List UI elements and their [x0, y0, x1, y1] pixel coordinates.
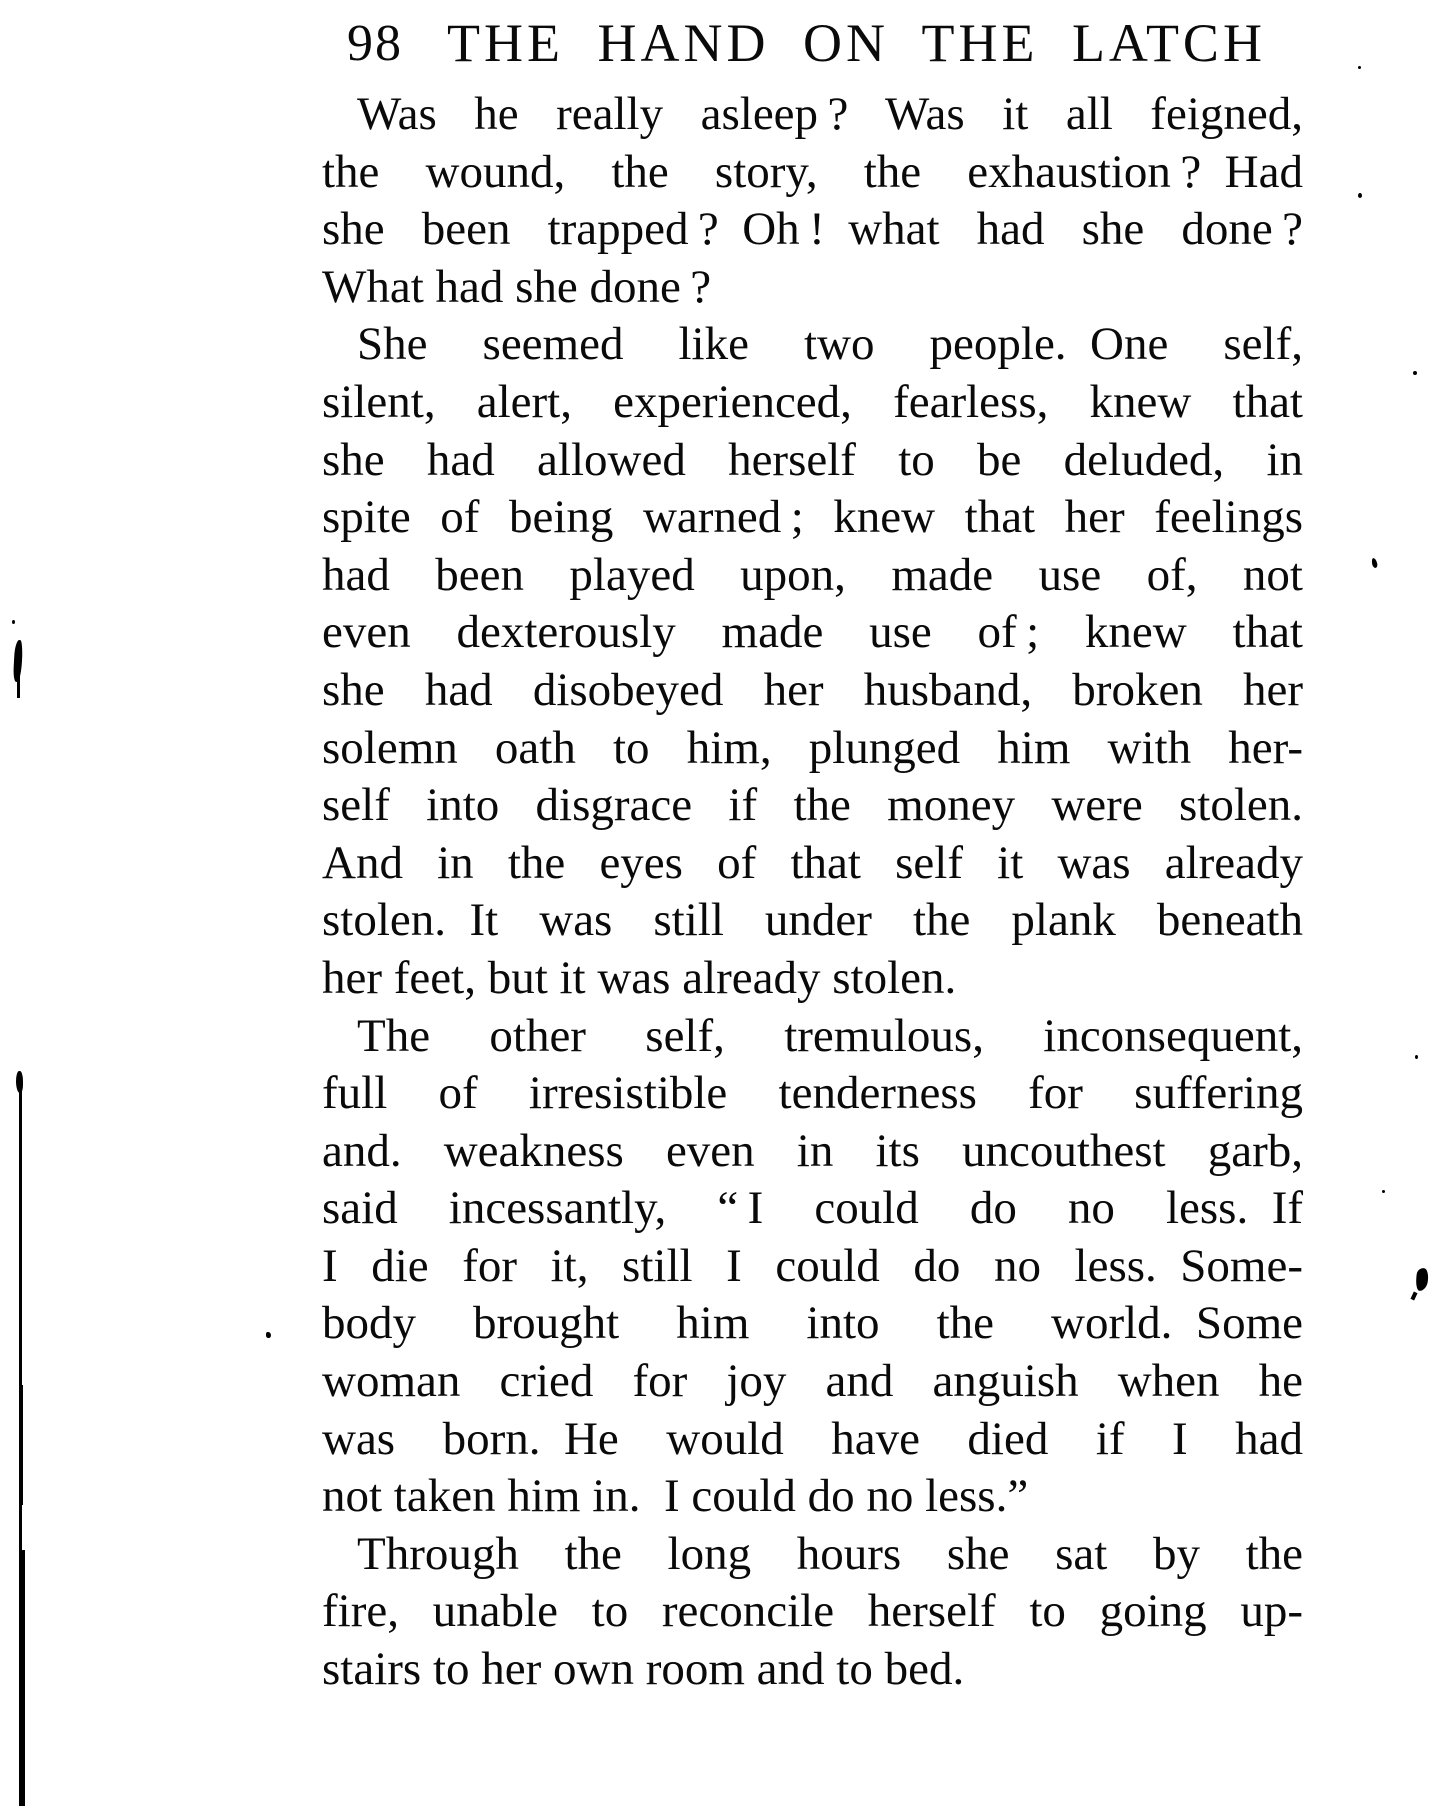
text-line: was born. He would have died if I had — [322, 1412, 1303, 1465]
speck-right-margin — [1413, 371, 1417, 375]
text-line: Through the long hours she sat by the — [357, 1527, 1303, 1580]
text-line: silent, alert, experienced, fearless, knew that — [322, 375, 1303, 428]
club-shaped-ink-blot — [1414, 1267, 1429, 1291]
text-line: stairs to her own room and to bed. — [322, 1643, 965, 1696]
club-shaped-ink-blot-stem — [1410, 1292, 1417, 1301]
page-number: 98 — [347, 15, 403, 72]
comma-shaped-speck-right — [1371, 558, 1378, 569]
speck-right-margin — [1358, 193, 1362, 198]
body-text — [322, 86, 1303, 1699]
text-line: said incessantly, “ I could do no less. If — [322, 1182, 1303, 1235]
text-line: she had disobeyed her husband, broken her — [322, 663, 1303, 716]
running-title: THE HAND ON THE LATCH — [447, 13, 1266, 73]
text-line: her feet, but it was already stolen. — [322, 951, 957, 1004]
text-line: had been played upon, made use of, not — [322, 548, 1303, 601]
text-line: the wound, the story, the exhaustion ? Had — [322, 145, 1303, 198]
text-line: What had she done ? — [322, 260, 712, 313]
speck-right-margin — [1382, 1190, 1385, 1193]
speck-right-margin — [1415, 1055, 1418, 1059]
text-line: spite of being warned ; knew that her feelings — [322, 491, 1303, 544]
speck-top-right — [1358, 66, 1361, 69]
text-line: fire, unable to reconcile herself to going up- — [322, 1585, 1303, 1638]
vertical-scan-line-thicker — [20, 1550, 25, 1806]
text-line: she had allowed herself to be deluded, in — [322, 433, 1303, 486]
text-line: body brought him into the world. Some — [322, 1297, 1303, 1350]
speck-left-of-text — [266, 1332, 271, 1338]
text-line: stolen. It was still under the plank beneath — [322, 894, 1303, 947]
text-line: She seemed like two people. One self, — [357, 318, 1303, 371]
text-line: even dexterously made use of ; knew that — [322, 606, 1303, 659]
text-line: woman cried for joy and anguish when he — [322, 1355, 1303, 1408]
text-line: and. weakness even in its uncouthest garb, — [322, 1124, 1303, 1177]
text-line: I die for it, still I could do no less. Some- — [322, 1239, 1303, 1292]
text-line: And in the eyes of that self it was already — [322, 836, 1303, 889]
text-line: The other self, tremulous, inconsequent, — [357, 1009, 1303, 1062]
ink-smudge-left-margin-tail — [17, 676, 20, 698]
text-line: self into disgrace if the money were stolen. — [322, 779, 1303, 832]
text-line: not taken him in. I could do no less.” — [322, 1470, 1029, 1523]
text-line: full of irresistible tenderness for suffering — [322, 1067, 1303, 1120]
text-line: Was he really asleep ? Was it all feigned, — [357, 88, 1303, 140]
vertical-scan-line-thick — [19, 1385, 23, 1505]
text-line: she been trapped ? Oh ! what had she done ? — [322, 203, 1303, 256]
ink-dot-left-margin — [12, 620, 15, 624]
text-line: solemn oath to him, plunged him with her- — [322, 721, 1303, 774]
